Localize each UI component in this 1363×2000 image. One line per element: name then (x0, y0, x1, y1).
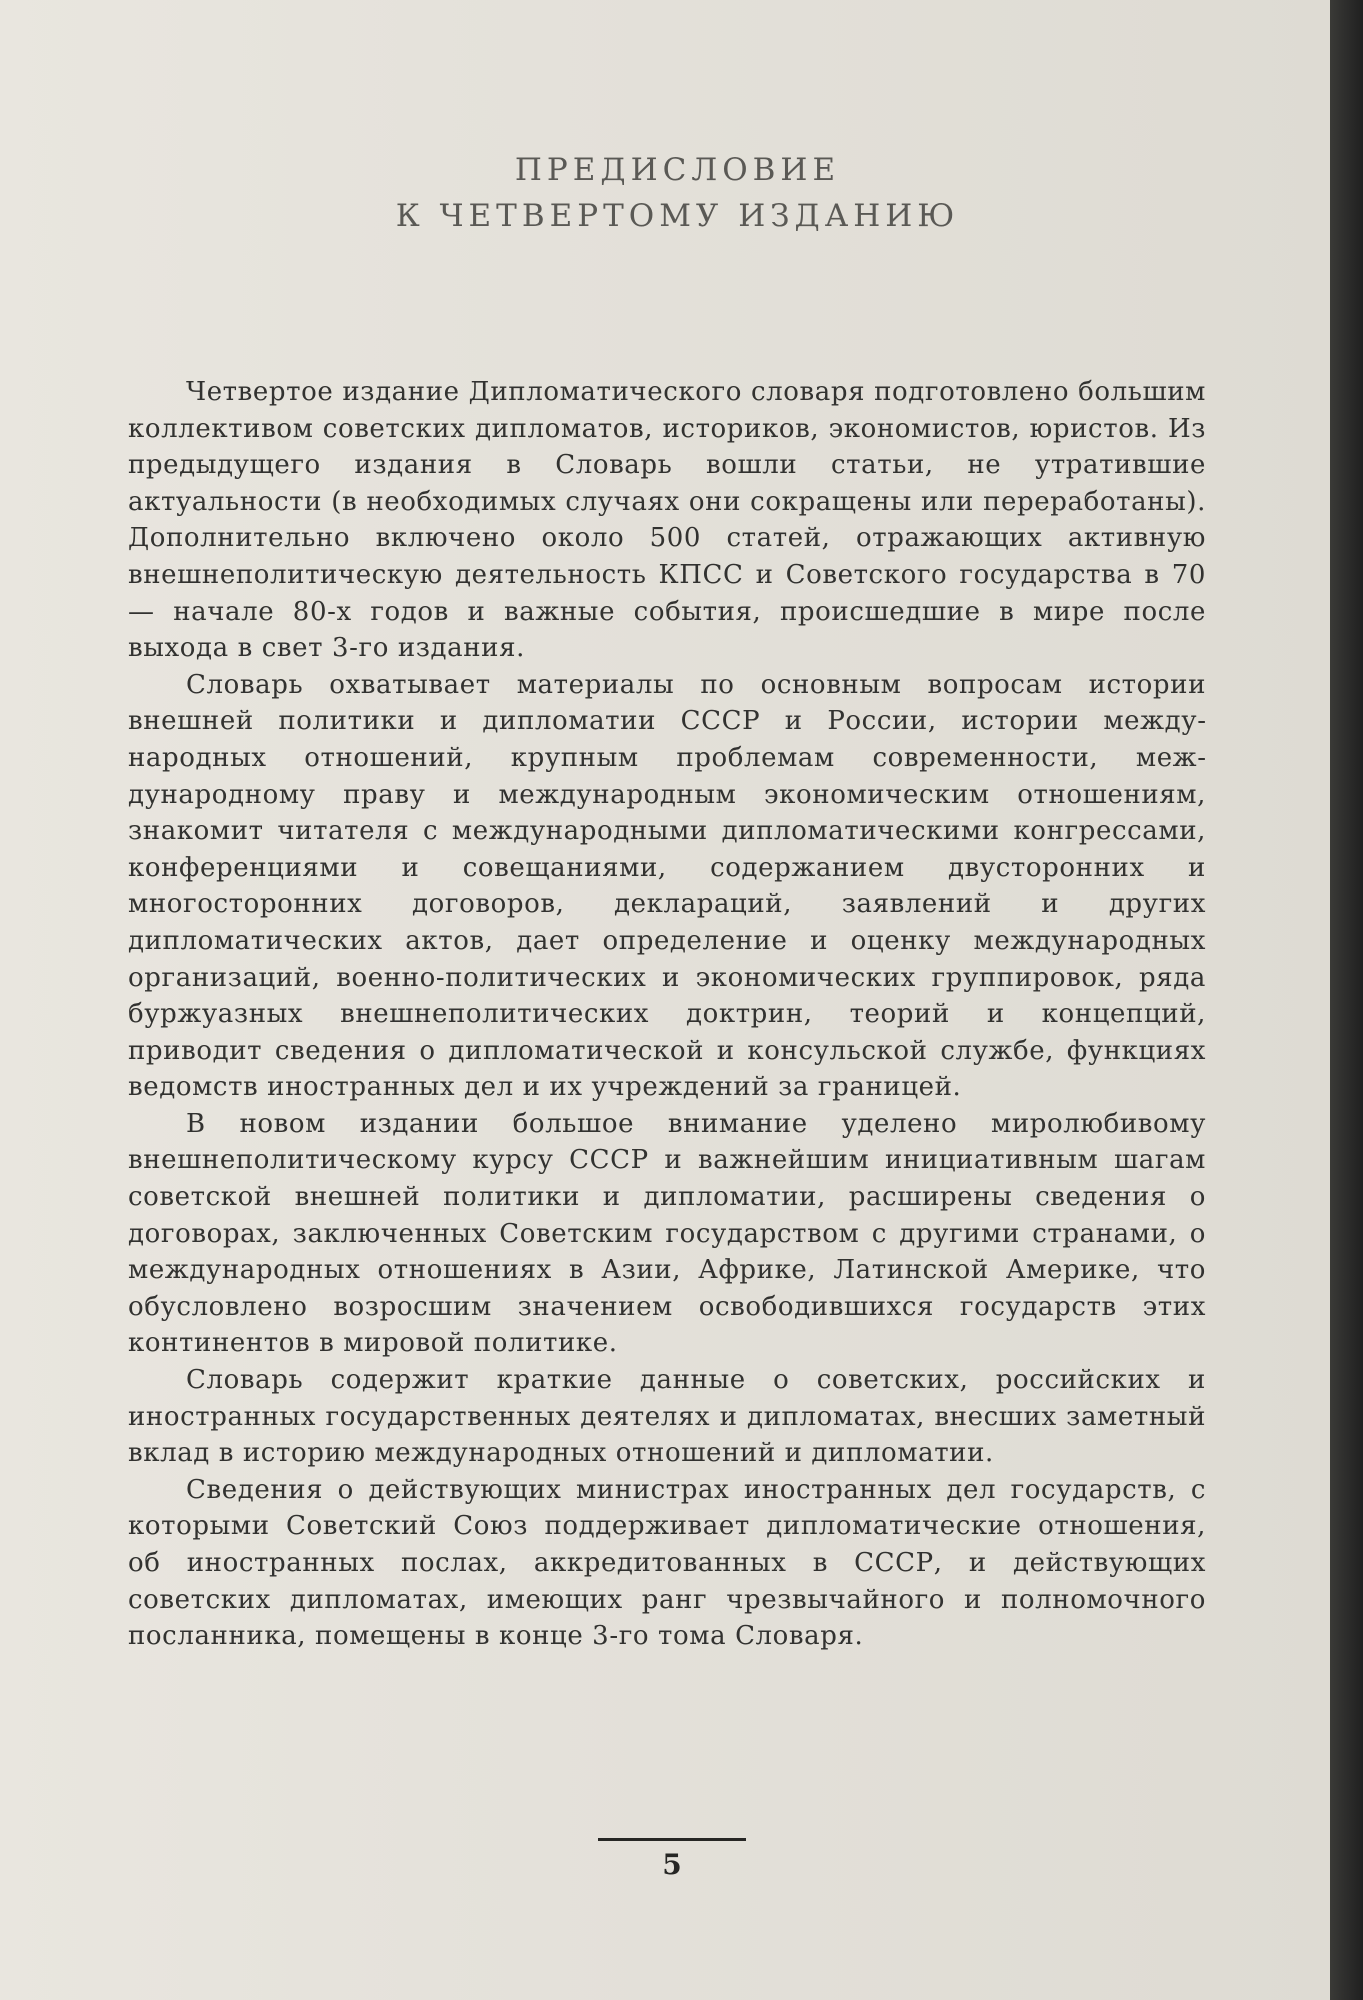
preface-body (128, 374, 1206, 1655)
title-line-2: К ЧЕТВЕРТОМУ ИЗДАНИЮ (395, 198, 960, 234)
paragraph: Словарь содержит краткие данные о советских, российских и иностранных государственных деятелях и дипломатах, внесших заметный вклад в историю международных отношений и дипломатии. (128, 1365, 1206, 1469)
binding-edge (1330, 0, 1363, 2000)
title-line-1: ПРЕДИСЛОВИЕ (514, 152, 841, 188)
paragraph: Сведения о действующих министрах иностранных дел государств, с которыми Советский Союз поддерживает дипломатические отношения, об иностранных послах, аккредитованных в СССР, и действующих советских дипломатах, имеющих ранг чрезвычайного и полномочного посланника, помещены в конце 3-го тома Словаря. (128, 1474, 1206, 1652)
footer-rule (598, 1838, 746, 1841)
page-number: 5 (662, 1848, 682, 1881)
paragraph: В новом издании большое внимание уделено миролюбивому внешнеполитическому курсу СССР и важнейшим инициативным шагам советской внешней политики и дипломатии, расширены сведения о договорах, заключенных Советским государством с другими странами, о международных отношениях в Азии, Африке, Латинской Америке, что обусловлено возросшим значением освободившихся государств этих континентов в мировой политике. (128, 1108, 1206, 1359)
paragraph: Словарь охватывает материалы по основным вопросам истории внешней политики и дипломатии СССР и России, истории международных отношений, крупным проблемам современности, международному праву и международным экономическим отношениям, знакомит читателя с международными дипломатическими конгрессами, конференциями и совещаниями, содержанием двусторонних и многосторонних договоров, деклараций, заявлений и других дипломатических актов, дает определение и оценку международных организаций, военно-политических и экономических группировок, ряда буржуазных внешнеполитических доктрин, теорий и концепций, приводит сведения о дипломатической и консульской службе, функциях ведомств иностранных дел и их учреждений за границей. (128, 669, 1206, 1103)
paragraph: Четвертое издание Дипломатического словаря подготовлено большим коллективом советских дипломатов, историков, экономистов, юристов. Из предыдущего издания в Словарь вошли статьи, не утратившие актуальности (в необходимых случаях они сокращены или переработаны). Дополнительно включено около 500 статей, отражающих активную внешнеполитическую деятельность КПСС и Советского государства в 70 — начале 80-х годов и важные события, происшедшие в мире после выхода в свет 3-го издания. (128, 377, 1206, 664)
